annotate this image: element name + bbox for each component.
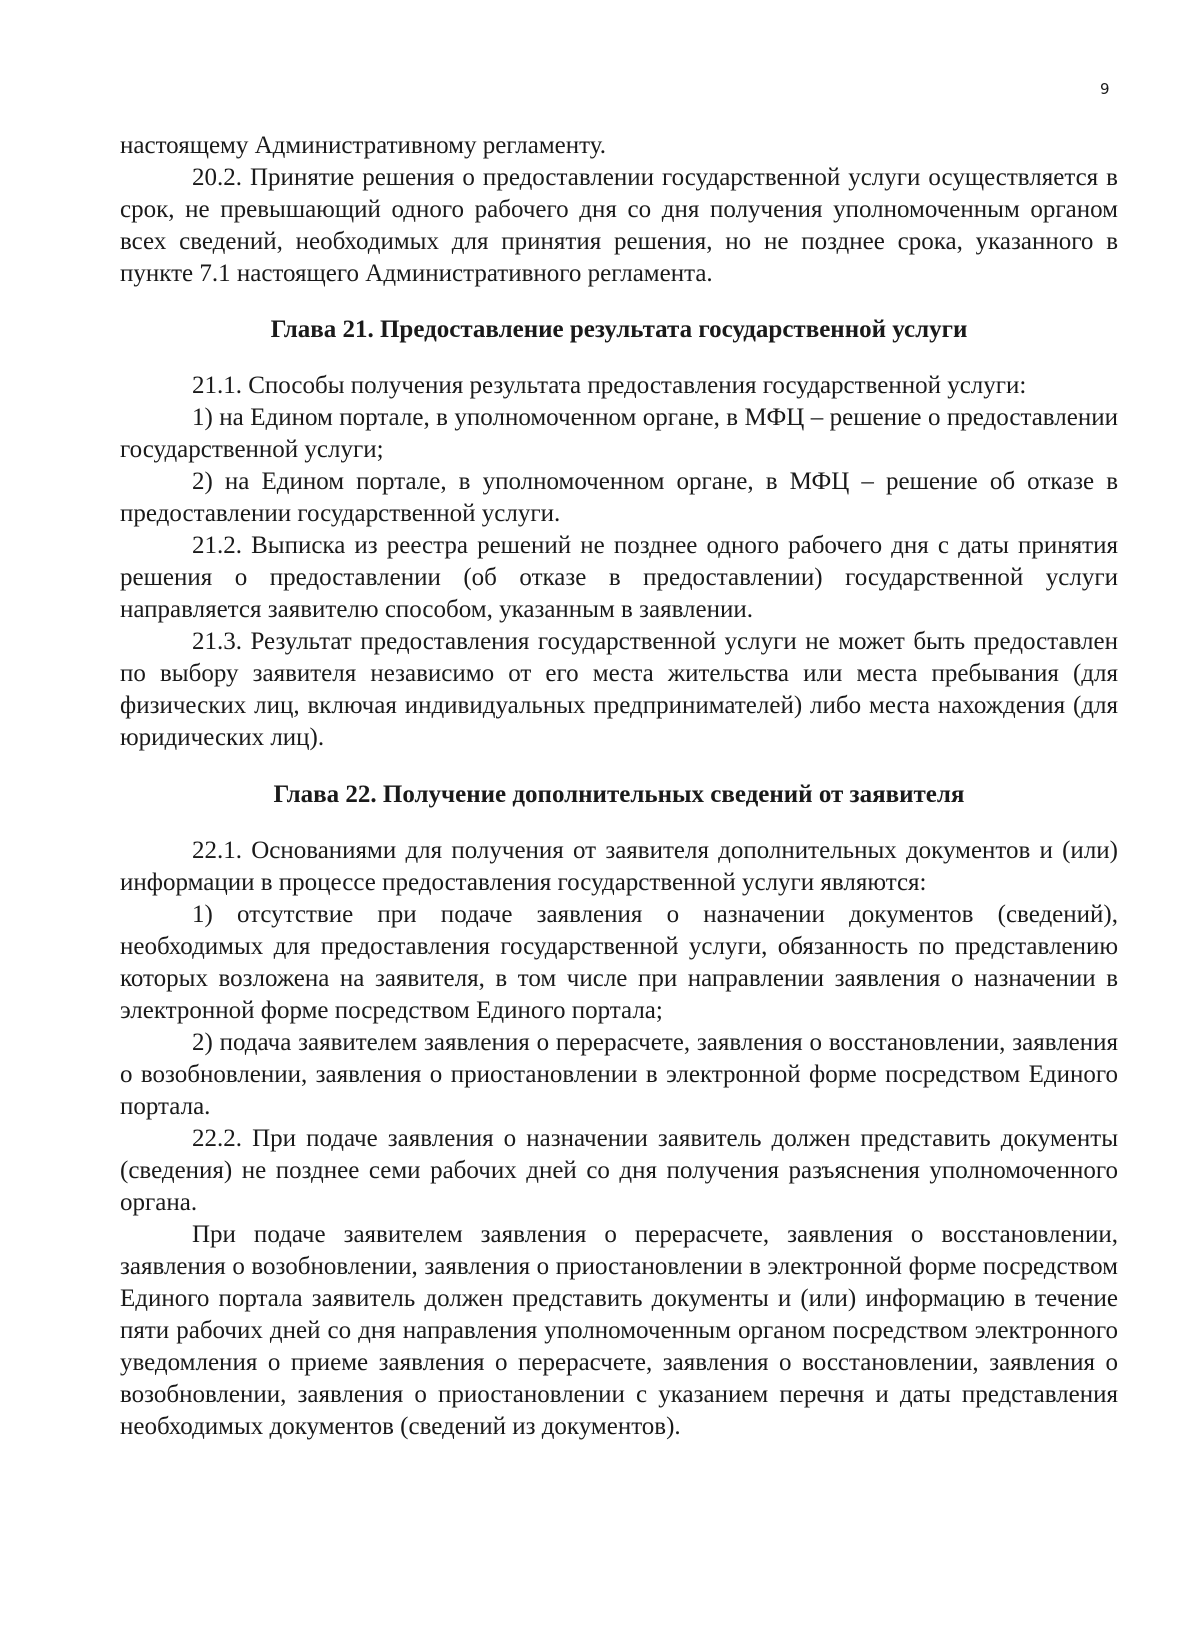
paragraph-22-2: 22.2. При подаче заявления о назначении заявитель должен представить документы (сведения) не позднее семи рабочих дней со дня получения разъяснения уполномоченного органа. [120,1125,1118,1216]
paragraph-22-1-item-2: 2) подача заявителем заявления о перерасчете, заявления о восстановлении, заявления о возобновлении, заявления о приостановлении в электронной форме посредством Единого портала. [120,1029,1118,1120]
page-number: 9 [1100,80,1110,98]
chapter-22-heading: Глава 22. Получение дополнительных сведений от заявителя [273,781,965,808]
document-body [120,130,1118,1443]
paragraph-21-1: 21.1. Способы получения результата предоставления государственной услуги: [192,372,1027,399]
paragraph-22-1-item-1: 1) отсутствие при подаче заявления о назначении документов (сведений), необходимых для предоставления государственной услуги, обязанность по представлению которых возложена на заявителя, в том числе при направлении заявления о назначении в электронной форме посредством Единого портала; [120,901,1118,1024]
paragraph-21-1-item-2: 2) на Едином портале, в уполномоченном органе, в МФЦ – решение об отказе в предоставлении государственной услуги. [120,468,1118,527]
paragraph-continuation: настоящему Административному регламенту. [120,132,606,159]
paragraph-21-3: 21.3. Результат предоставления государственной услуги не может быть предоставлен по выбору заявителя независимо от его места жительства или места пребывания (для физических лиц, включая индивидуальных предпринимателей) либо места нахождения (для юридических лиц). [120,628,1118,751]
paragraph-21-2: 21.2. Выписка из реестра решений не позднее одного рабочего дня с даты принятия решения о предоставлении (об отказе в предоставлении) государственной услуги направляется заявителю способом, указанным в заявлении. [120,532,1118,623]
paragraph-20-2: 20.2. Принятие решения о предоставлении государственной услуги осуществляется в срок, не превышающий одного рабочего дня со дня получения уполномоченным органом всех сведений, необходимых для принятия решения, но не позднее срока, указанного в пункте 7.1 настоящего Административного регламента. [120,164,1118,287]
paragraph-22-2-continuation: При подаче заявителем заявления о перерасчете, заявления о восстановлении, заявления о возобновлении, заявления о приостановлении в электронной форме посредством Единого портала заявитель должен представить документы и (или) информацию в течение пяти рабочих дней со дня направления уполномоченным органом посредством электронного уведомления о приеме заявления о перерасчете, заявления о восстановлении, заявления о возобновлении, заявления о приостановлении с указанием перечня и даты представления необходимых документов (сведений из документов). [120,1221,1118,1440]
paragraph-22-1: 22.1. Основаниями для получения от заявителя дополнительных документов и (или) информации в процессе предоставления государственной услуги являются: [120,837,1118,896]
paragraph-21-1-item-1: 1) на Едином портале, в уполномоченном органе, в МФЦ – решение о предоставлении государственной услуги; [120,404,1118,463]
chapter-21-heading: Глава 21. Предоставление результата государственной услуги [270,316,968,343]
